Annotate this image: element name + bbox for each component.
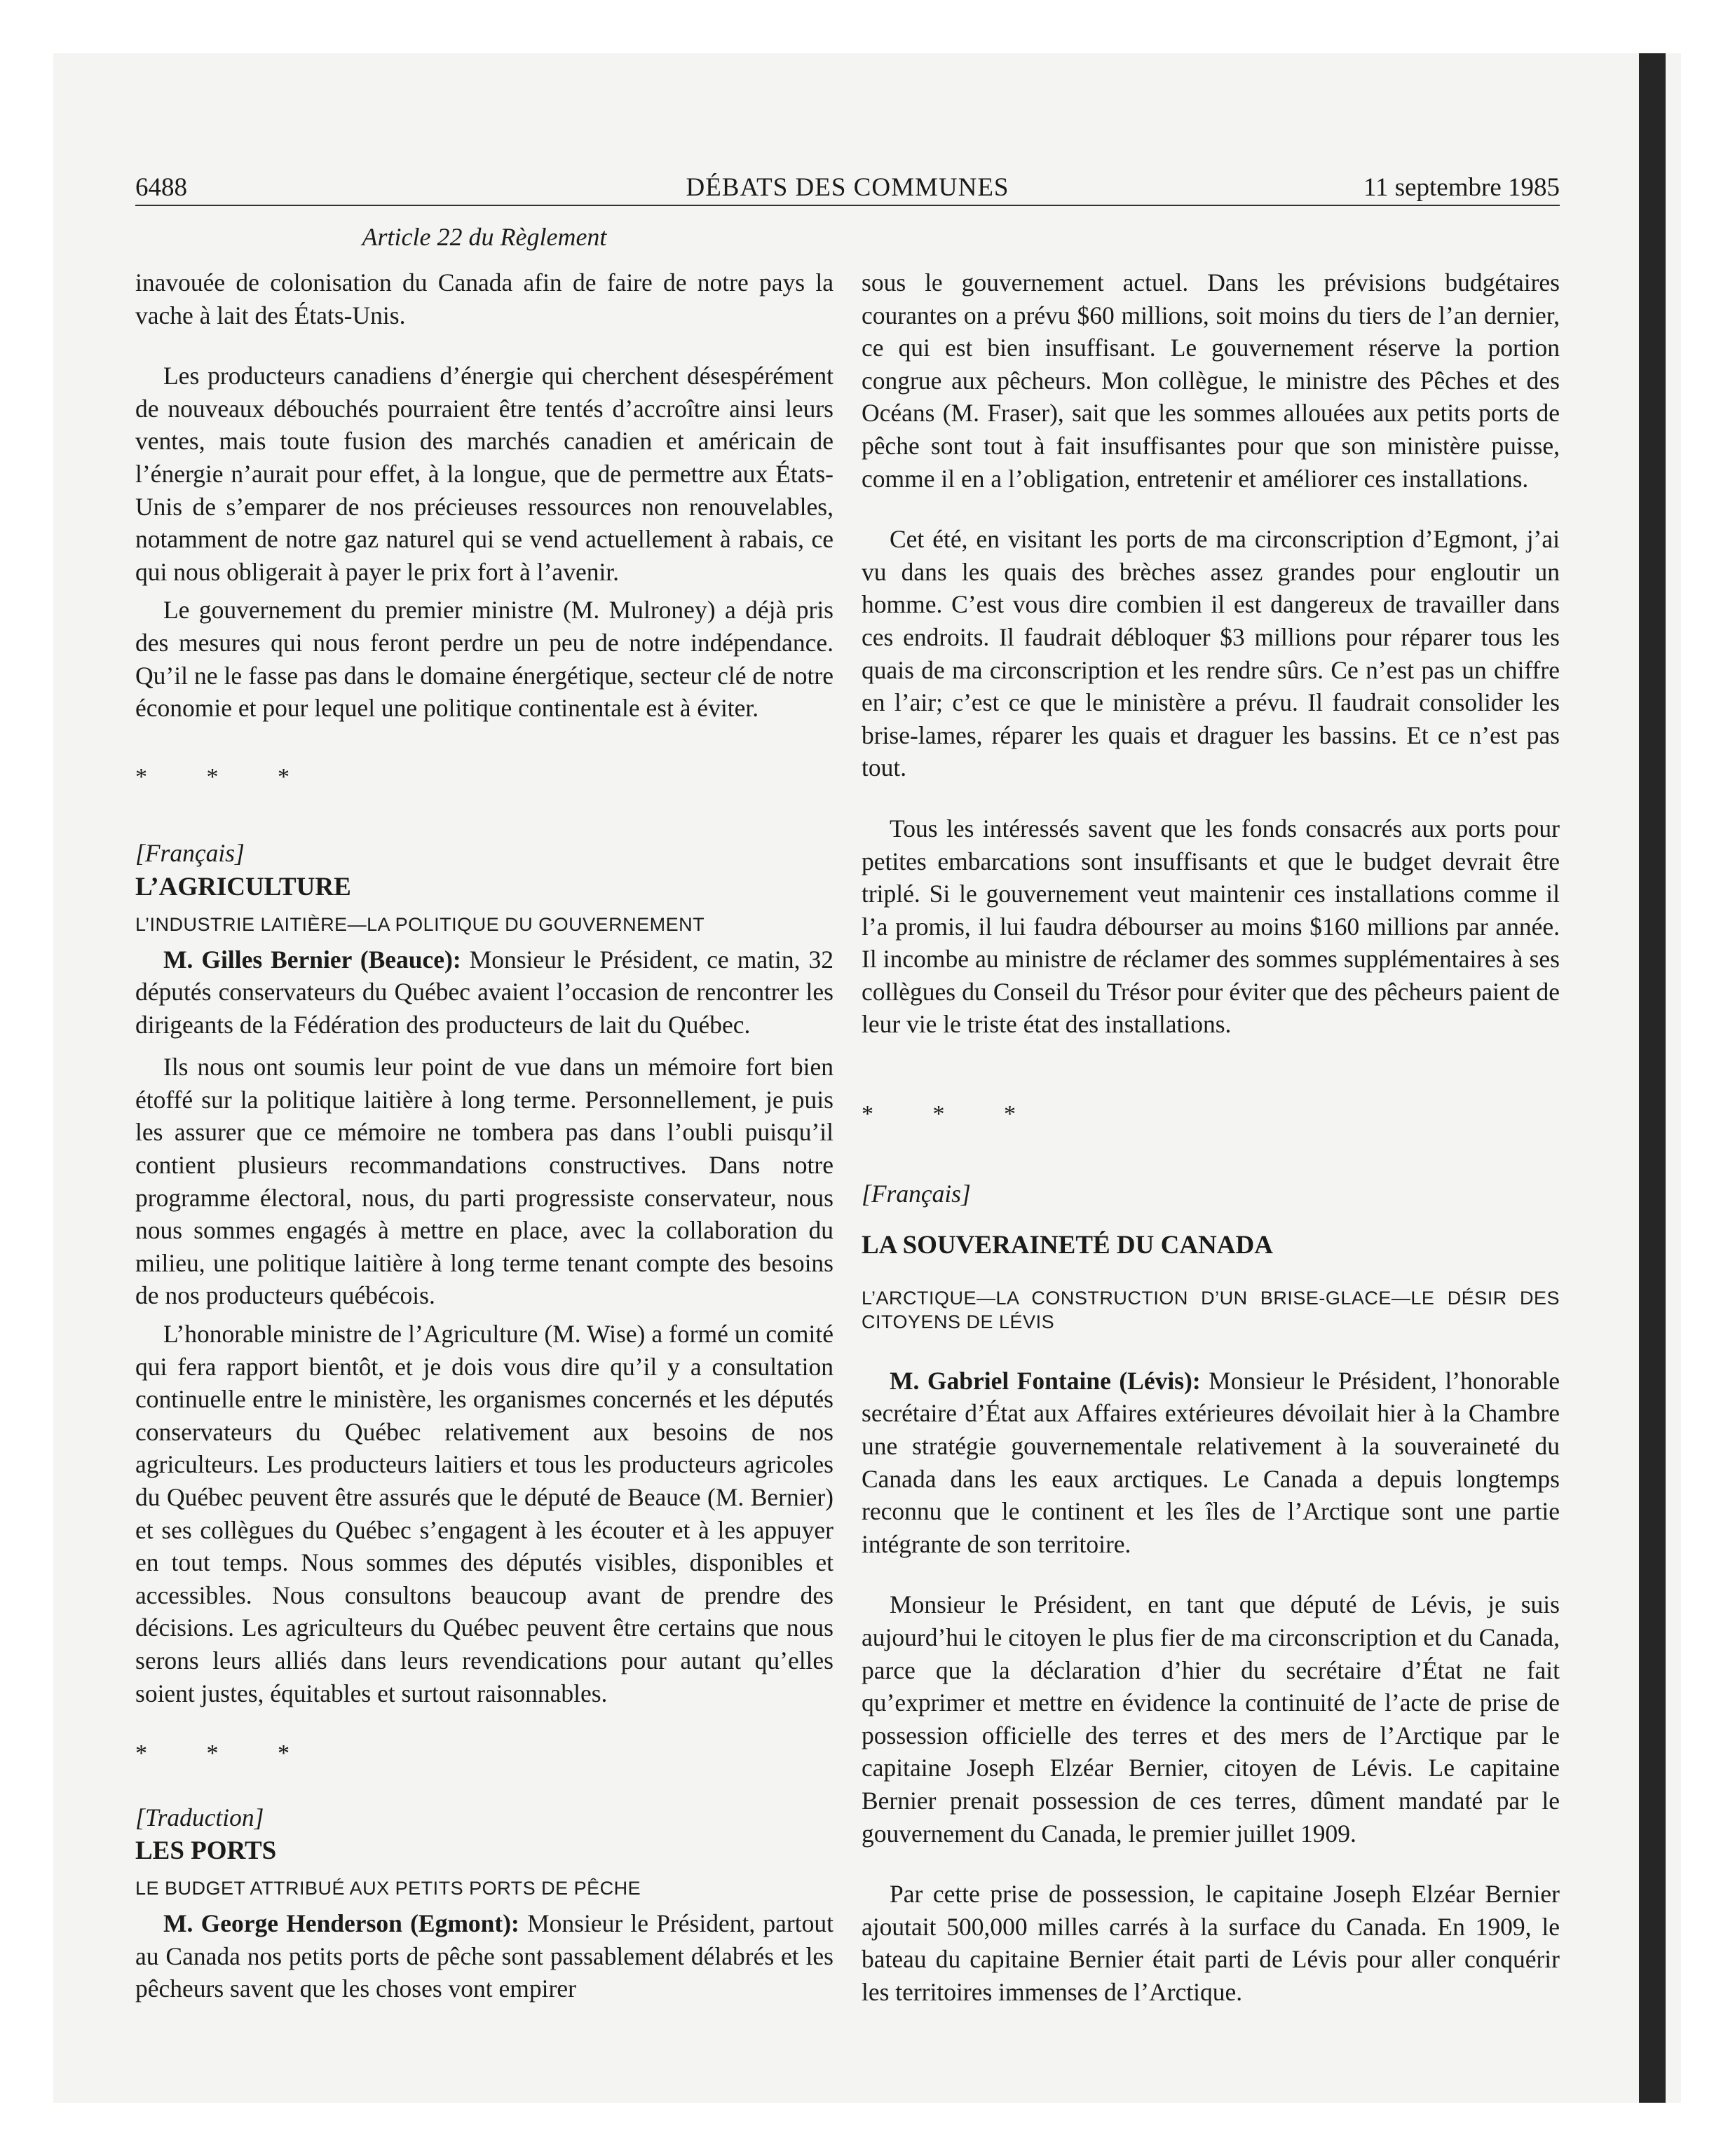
- speaker-name: M. George Henderson (Egmont):: [163, 1909, 519, 1937]
- speaker-name: M. Gilles Bernier (Beauce):: [163, 945, 461, 974]
- paragraph: Les producteurs canadiens d’énergie qui cherchent désespérément de nouveaux débouchés pourraient être tentés d’accroître ainsi leurs ventes, mais toute fusion des marchés canadien et américain de l’énergie n’aurait pour effet, à la longue, que de permettre aux États-Unis de s’emparer de nos précieuses ressources non renouvelables, notamment de notre gaz naturel qui se vend actuellement à rabais, ce qui nous obligerait à payer le prix fort à l’avenir.: [135, 362, 834, 586]
- section-separator: * * *: [862, 1101, 1042, 1128]
- subsection-title: LE BUDGET ATTRIBUÉ AUX PETITS PORTS DE PÊCHE: [135, 1877, 641, 1899]
- paragraph: L’honorable ministre de l’Agriculture (M. Wise) a formé un comité qui fera rapport bientôt, et je dois vous dire qu’il y a consultation continuelle entre le ministère, les organismes concernés et les députés conservateurs du Québec relativement aux besoins de nos agriculteurs. Les producteurs laitiers et tous les producteurs agricoles du Québec peuvent être assurés que le député de Beauce (M. Bernier) et ses collègues du Québec s’engagent à les écouter et à les appuyer en tout temps. Nous sommes des députés visibles, disponibles et accessibles. Nous consultons beaucoup avant de prendre des décisions. Les agriculteurs du Québec peuvent être certains que nous serons leurs alliés dans leurs revendications pour autant qu’elles soient justes, équitables et surtout raisonnables.: [135, 1320, 834, 1707]
- paragraph: Monsieur le Président, en tant que député de Lévis, je suis aujourd’hui le citoyen le plus fier de ma circonscription et du Canada, parce que la déclaration d’hier du secrétaire d’État ne fait qu’exprimer et mettre en évidence la continuité de l’acte de prise de possession officielle des terres et des mers de l’Arctique par le capitaine Joseph Elzéar Bernier, citoyen de Lévis. Le capitaine Bernier prenait possession de ces terres, dûment mandaté par le gouvernement du Canada, le premier juillet 1909.: [862, 1590, 1560, 1848]
- speaker-name: M. Gabriel Fontaine (Lévis):: [890, 1366, 1201, 1395]
- section-separator: * * *: [135, 1740, 316, 1767]
- language-marker: [Traduction]: [135, 1803, 264, 1831]
- speech-paragraph: M. George Henderson (Egmont): Monsieur le Président, partout au Canada nos petits ports de pêche sont passablement délabrés et les pêcheurs savent que les choses vont empirer: [135, 1909, 834, 2003]
- subsection-title: L’ARCTIQUE—LA CONSTRUCTION D’UN BRISE-GLACE—LE DÉSIR DES CITOYENS DE LÉVIS: [862, 1287, 1560, 1332]
- language-marker: [Français]: [135, 839, 245, 868]
- running-header: [135, 171, 1560, 206]
- issue-date: 11 septembre 1985: [1363, 173, 1560, 202]
- speech-paragraph: M. Gilles Bernier (Beauce): Monsieur le Président, ce matin, 32 députés conservateurs du Québec avaient l’occasion de rencontrer les dirigeants de la Fédération des producteurs de lait du Québec.: [135, 945, 834, 1039]
- paragraph: inavouée de colonisation du Canada afin de faire de notre pays la vache à lait des États-Unis.: [135, 268, 834, 329]
- standing-order-heading: Article 22 du Règlement: [362, 223, 607, 251]
- section-title: LES PORTS: [135, 1836, 277, 1866]
- right-column: [862, 266, 1560, 2009]
- left-column: [135, 266, 834, 2005]
- speech-paragraph: M. Gabriel Fontaine (Lévis): Monsieur le Président, l’honorable secrétaire d’État aux Affaires extérieures dévoilait hier à la Chambre une stratégie gouvernementale relativement à la souveraineté du Canada dans les eaux arctiques. Le Canada a depuis longtemps reconnu que le continent et les îles de l’Arctique sont une partie intégrante de son territoire.: [862, 1366, 1560, 1558]
- publication-title: DÉBATS DES COMMUNES: [686, 173, 1009, 202]
- section-title: LA SOUVERAINETÉ DU CANADA: [862, 1231, 1273, 1260]
- paragraph: Cet été, en visitant les ports de ma circonscription d’Egmont, j’ai vu dans les quais des brèches assez grandes pour engloutir un homme. C’est vous dire combien il est dangereux de travailler dans ces endroits. Il faudrait débloquer $3 millions pour réparer tous les quais de ma circonscription et les rendre sûrs. Ce n’est pas un chiffre en l’air; c’est ce que le ministère a prévu. Il faudrait consolider les brise-lames, réparer les quais et draguer les bassins. Et ce n’est pas tout.: [862, 525, 1560, 782]
- paragraph: Par cette prise de possession, le capitaine Joseph Elzéar Bernier ajoutait 500,000 milles carrés à la surface du Canada. En 1909, le bateau du capitaine Bernier était parti de Lévis pour aller conquérir les territoires immenses de l’Arctique.: [862, 1880, 1560, 2006]
- section-title: L’AGRICULTURE: [135, 872, 351, 901]
- paragraph: Le gouvernement du premier ministre (M. Mulroney) a déjà pris des mesures qui nous feront perdre un peu de notre indépendance. Qu’il ne le fasse pas dans le domaine énergétique, secteur clé de notre économie et pour lequel une politique continentale est à éviter.: [135, 596, 834, 723]
- paragraph: Tous les intéressés savent que les fonds consacrés aux ports pour petites embarcations sont insuffisants et que le budget devrait être triplé. Si le gouvernement veut maintenir ces installations comme il l’a promis, il lui faudra débourser au moins $160 millions par année. Il incombe au ministre de réclamer des sommes supplémentaires à ses collègues du Conseil du Trésor pour éviter que des pêcheurs paient de leur vie le triste état des installations.: [862, 814, 1560, 1039]
- subsection-title: L’INDUSTRIE LAITIÈRE—LA POLITIQUE DU GOUVERNEMENT: [135, 913, 705, 935]
- paragraph: Ils nous ont soumis leur point de vue dans un mémoire fort bien étoffé sur la politique laitière à long terme. Personnellement, je puis les assurer que ce mémoire ne tombera pas dans l’oubli puisqu’il contient plusieurs recommandations constructives. Dans notre programme électoral, nous, du parti progressiste conservateur, nous nous sommes engagés à mettre en place, avec la collaboration du milieu, une politique laitière à long terme tenant compte des besoins de nos producteurs québécois.: [135, 1053, 834, 1310]
- binding-shadow: [1639, 53, 1666, 2103]
- section-separator: * * *: [135, 763, 316, 790]
- paragraph: sous le gouvernement actuel. Dans les prévisions budgétaires courantes on a prévu $60 millions, soit moins du tiers de l’an dernier, ce qui est bien insuffisant. Le gouvernement réserve la portion congrue aux pêcheurs. Mon collègue, le ministre des Pêches et des Océans (M. Fraser), sait que les sommes allouées aux petits ports de pêche sont tout à fait insuffisantes pour que son ministère puisse, comme il en a l’obligation, entretenir et améliorer ces installations.: [862, 268, 1560, 493]
- page-number: 6488: [135, 173, 187, 202]
- language-marker: [Français]: [862, 1179, 971, 1208]
